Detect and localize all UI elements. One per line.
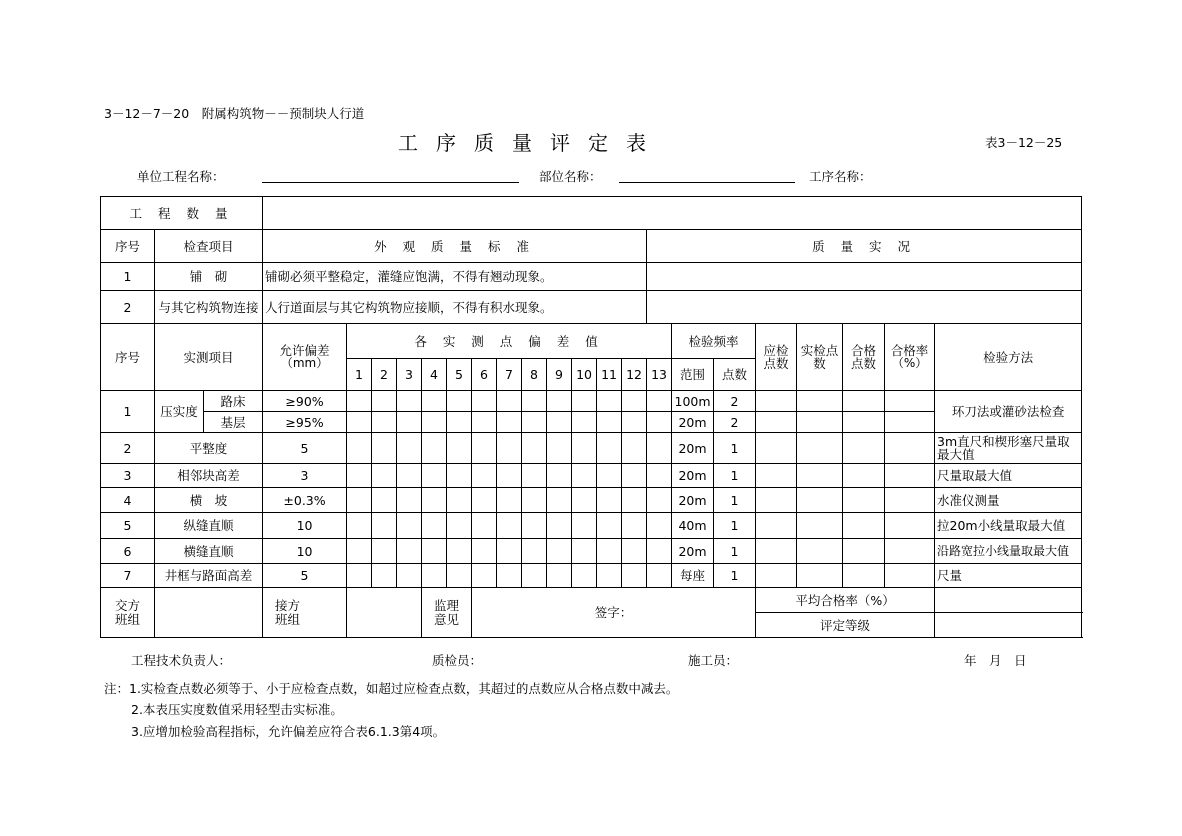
avg-pass-rate-value[interactable] (935, 588, 1082, 613)
point-number: 8 (522, 359, 547, 391)
frequency-header: 检验频率 (672, 324, 756, 359)
measure-row-no: 2 (101, 433, 155, 464)
measure-row-no: 6 (101, 539, 155, 564)
compaction-sub-tolerance: ≥95% (263, 412, 347, 433)
range-value: 20m (672, 464, 714, 488)
receiver-team-label (263, 588, 347, 638)
measure-row-tolerance: 10 (263, 539, 347, 564)
method-value: 水准仪测量 (935, 488, 1082, 513)
point-number: 2 (372, 359, 397, 391)
quantity-value[interactable] (263, 197, 1082, 230)
appearance-row-standard: 人行道面层与其它构筑物应接顺，不得有积水现象。 (263, 291, 647, 324)
measure-row-tolerance: 5 (263, 564, 347, 588)
grade-value[interactable] (935, 613, 1082, 638)
allowed-deviation-header (263, 324, 347, 391)
measure-row-no: 3 (101, 464, 155, 488)
point-number: 11 (597, 359, 622, 391)
points-value: 1 (714, 488, 756, 513)
points-header: 点数 (714, 359, 756, 391)
range-value: 100m (672, 391, 714, 412)
supervisor-opinion-label (422, 588, 472, 638)
points-value: 2 (714, 412, 756, 433)
points-value: 1 (714, 433, 756, 464)
signature-cell[interactable] (472, 588, 756, 638)
point-number: 12 (622, 359, 647, 391)
measure-row-no: 5 (101, 513, 155, 539)
compaction-sub-tolerance: ≥90% (263, 391, 347, 412)
receiver-team-text: 接方班组 (275, 597, 301, 627)
signature-label: 签字： (594, 605, 633, 620)
method-header: 检验方法 (935, 324, 1082, 391)
seq-header: 序号 (101, 230, 155, 263)
page-title: 工序质量评定表 (398, 131, 664, 155)
note-2: 2.本表压实度数值采用轻型击实标准。 (131, 702, 343, 717)
measure-row-tolerance: ±0.3% (263, 488, 347, 513)
constructor-label: 施工员： (688, 653, 739, 668)
pass-rate-header (885, 324, 935, 391)
pass-rate-unit: （%） (891, 356, 928, 370)
appearance-row-standard: 铺砌必须平整稳定，灌缝应饱满，不得有翘动现象。 (263, 263, 647, 291)
actual-count-header: 实检点数 (797, 324, 843, 391)
measure-row-name: 相邻块高差 (155, 464, 263, 488)
points-value: 2 (714, 391, 756, 412)
method-value: 3m直尺和楔形塞尺量取最大值 (935, 433, 1082, 464)
appearance-row-actual[interactable] (647, 291, 1082, 324)
method-value: 拉20m小线量取最大值 (935, 513, 1082, 539)
measure-row-name: 纵缝直顺 (155, 513, 263, 539)
allowed-deviation-label: 允许偏差 (279, 343, 330, 358)
range-value: 40m (672, 513, 714, 539)
method-value: 环刀法或灌砂法检查 (935, 391, 1082, 433)
quality-actual-header: 质 量 实 况 (647, 230, 1082, 263)
measure-row-tolerance: 3 (263, 464, 347, 488)
inspect-item-header: 检查项目 (155, 230, 263, 263)
avg-pass-rate-label: 平均合格率（%） (756, 588, 935, 613)
measure-row-name: 横缝直顺 (155, 539, 263, 564)
appearance-row-item: 与其它构筑物连接 (155, 291, 263, 324)
unit-project-field[interactable] (262, 182, 519, 183)
allowed-deviation-unit: （mm） (280, 356, 329, 370)
measure-row-name: 井框与路面高差 (155, 564, 263, 588)
compaction-sub-name: 路床 (204, 391, 263, 412)
unit-project-label: 单位工程名称： (137, 169, 225, 184)
seq-header-2: 序号 (101, 324, 155, 391)
measure-row-no: 4 (101, 488, 155, 513)
range-header: 范围 (672, 359, 714, 391)
points-value: 1 (714, 464, 756, 488)
points-value: 1 (714, 513, 756, 539)
point-number: 4 (422, 359, 447, 391)
appearance-standard-header: 外 观 质 量 标 准 (263, 230, 647, 263)
should-count-header: 应检点数 (756, 324, 797, 391)
measure-row-no: 7 (101, 564, 155, 588)
part-field[interactable] (619, 182, 795, 183)
form-code: 3－12－7－20 附属构筑物－－预制块人行道 (104, 106, 365, 121)
supervisor-opinion-text: 监理意见 (434, 597, 460, 627)
measure-row-tolerance: 5 (263, 433, 347, 464)
quantity-label: 工 程 数 量 (101, 197, 263, 230)
compaction-sub-name: 基层 (204, 412, 263, 433)
appearance-row-no: 2 (101, 291, 155, 324)
point-number: 1 (347, 359, 372, 391)
point-number: 9 (547, 359, 572, 391)
points-value: 1 (714, 564, 756, 588)
pass-count-header: 合格点数 (843, 324, 885, 391)
tech-lead-label: 工程技术负责人： (131, 653, 232, 668)
method-value: 尺量取最大值 (935, 464, 1082, 488)
handover-team-label (101, 588, 155, 638)
date-label: 年 月 日 (964, 653, 1027, 668)
quality-table (100, 196, 1082, 638)
note-1: 注：1.实检查点数必须等于、小于应检查点数，如超过应检查点数，其超过的点数应从合格点数中减去。 (104, 681, 679, 696)
compaction-no: 1 (101, 391, 155, 433)
handover-team-sign[interactable] (155, 588, 263, 638)
method-value: 沿路宽拉小线量取最大值 (935, 539, 1082, 564)
range-value: 20m (672, 539, 714, 564)
appearance-row-no: 1 (101, 263, 155, 291)
measured-item-header: 实测项目 (155, 324, 263, 391)
receiver-team-sign[interactable] (347, 588, 422, 638)
process-label: 工序名称： (809, 169, 872, 184)
point-number: 10 (572, 359, 597, 391)
note-3: 3.应增加检验高程指标，允许偏差应符合表6.1.3第4项。 (131, 724, 446, 739)
grade-label: 评定等级 (756, 613, 935, 638)
compaction-name: 压实度 (155, 391, 204, 433)
table-number: 表3－12－25 (985, 135, 1063, 150)
appearance-row-actual[interactable] (647, 263, 1082, 291)
points-value: 1 (714, 539, 756, 564)
point-number: 3 (397, 359, 422, 391)
range-value: 每座 (672, 564, 714, 588)
range-value: 20m (672, 412, 714, 433)
point-deviation-header: 各 实 测 点 偏 差 值 (347, 324, 672, 359)
range-value: 20m (672, 433, 714, 464)
part-label: 部位名称： (539, 169, 602, 184)
inspector-label: 质检员： (432, 653, 483, 668)
range-value: 20m (672, 488, 714, 513)
point-number: 13 (647, 359, 672, 391)
point-number: 7 (497, 359, 522, 391)
measure-row-tolerance: 10 (263, 513, 347, 539)
appearance-row-item: 铺 砌 (155, 263, 263, 291)
measure-row-name: 平整度 (155, 433, 263, 464)
point-number: 6 (472, 359, 497, 391)
pass-rate-label: 合格率 (890, 343, 929, 358)
handover-team-text: 交方班组 (114, 597, 140, 627)
method-value: 尺量 (935, 564, 1082, 588)
measure-row-name: 横 坡 (155, 488, 263, 513)
point-number: 5 (447, 359, 472, 391)
